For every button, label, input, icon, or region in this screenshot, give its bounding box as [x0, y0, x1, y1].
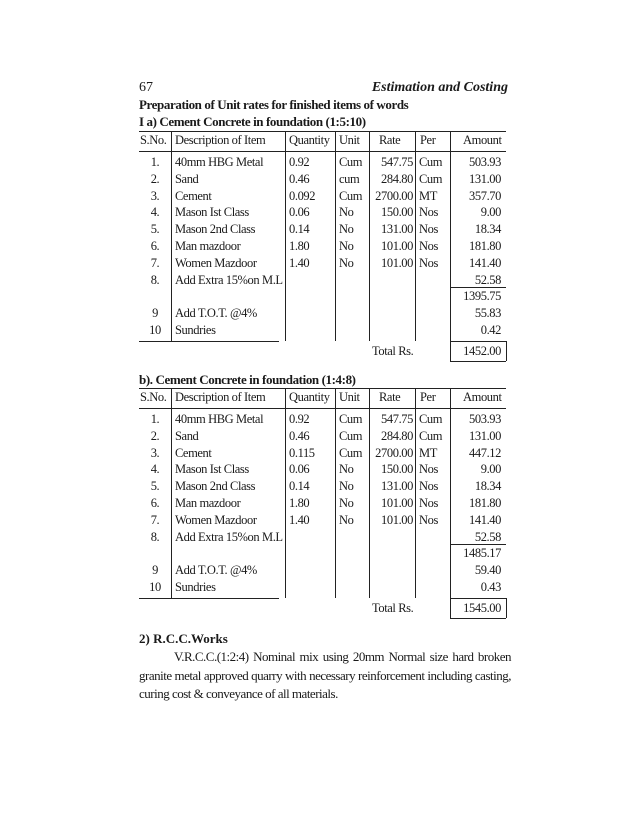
cell-sno: 3.: [150, 188, 160, 203]
cell-per: Cum: [419, 412, 443, 426]
column-header-per: Per: [420, 390, 436, 404]
cell-description: Women Mazdoor: [175, 512, 257, 527]
cell-quantity: 0.092: [289, 188, 316, 203]
cell-description: Women Mazdoor: [175, 255, 257, 270]
cell-amount: 9.00: [480, 205, 501, 220]
cell-per: Nos: [419, 462, 438, 477]
cell-unit: No: [339, 205, 354, 220]
cell-rate: 284.80: [381, 428, 413, 443]
running-title: Estimation and Costing: [371, 80, 508, 95]
cell-description: Sand: [175, 428, 199, 443]
cell-unit: No: [339, 496, 354, 510]
cell-description: 40mm HBG Metal: [175, 155, 264, 169]
cell-amount: 1485.17: [463, 546, 501, 561]
cell-amount: 181.80: [469, 496, 501, 510]
cell-amount: 52.58: [474, 529, 501, 544]
cell-sno: 3.: [150, 445, 160, 460]
cell-rate: 2700.00: [375, 445, 413, 460]
subtotal-rule: [450, 544, 506, 545]
total-value: 1452.00: [463, 343, 501, 358]
cell-quantity: 0.06: [289, 462, 310, 477]
cell-per: Nos: [419, 239, 438, 253]
cell-quantity: 1.80: [289, 239, 310, 253]
cell-quantity: 0.14: [289, 479, 310, 494]
cell-per: Nos: [419, 512, 438, 527]
page-number: 67: [139, 80, 153, 95]
total-rule-top: [450, 341, 506, 342]
cell-per: Nos: [419, 222, 438, 237]
cell-unit: Cum: [339, 155, 363, 169]
cell-sno: 10: [149, 580, 161, 594]
cell-rate: 101.00: [381, 496, 413, 510]
total-box-left: [450, 598, 451, 618]
cell-per: Nos: [419, 496, 438, 510]
total-box-left: [450, 341, 451, 361]
column-divider: [335, 131, 336, 341]
cell-rate: 547.75: [381, 155, 413, 169]
cell-rate: 284.80: [381, 171, 413, 186]
column-divider: [285, 131, 286, 341]
column-divider: [171, 388, 172, 598]
cell-sno: 6.: [150, 496, 160, 510]
cell-sno: 8.: [150, 529, 160, 544]
cell-quantity: 0.115: [289, 445, 315, 460]
column-header-qty: Quantity: [289, 390, 330, 404]
cell-per: Cum: [419, 428, 443, 443]
cell-quantity: 1.40: [289, 512, 310, 527]
cell-amount: 1395.75: [463, 289, 501, 304]
cell-amount: 52.58: [474, 272, 501, 287]
cell-description: Man mazdoor: [175, 239, 241, 253]
total-rule-bottom: [450, 361, 506, 362]
column-header-qty: Quantity: [289, 133, 330, 147]
cell-rate: 131.00: [381, 479, 413, 494]
cell-rate: 101.00: [381, 255, 413, 270]
cell-unit: cum: [339, 171, 360, 186]
cell-quantity: 0.14: [289, 222, 310, 237]
column-header-sno: S.No.: [140, 390, 167, 404]
column-header-amount: Amount: [463, 390, 502, 404]
cell-sno: 4.: [150, 205, 160, 220]
cell-description: Sundries: [175, 323, 216, 337]
column-divider: [171, 131, 172, 341]
cell-description: Mason 2nd Class: [175, 222, 256, 237]
table-bottom-rule: [139, 598, 279, 599]
cell-unit: Cum: [339, 412, 363, 426]
cell-amount: 503.93: [469, 155, 501, 169]
cell-sno: 9: [152, 563, 158, 578]
cell-amount: 55.83: [474, 306, 501, 321]
cell-sno: 2.: [150, 428, 160, 443]
section-2-text: V.R.C.C.(1:2:4) Nominal mix using 20mm Normal size hard broken granite metal approved quarry with necessary reinforcement including casting, curing cost & conveyance of all materials.: [139, 649, 511, 701]
cell-sno: 6.: [150, 239, 160, 253]
cell-sno: 10: [149, 323, 161, 337]
total-label: Total Rs.: [372, 600, 414, 615]
cell-sno: 2.: [150, 171, 160, 186]
column-header-desc: Description of Item: [175, 133, 266, 147]
cell-description: Cement: [175, 188, 212, 203]
cell-quantity: 0.46: [289, 171, 310, 186]
cell-amount: 18.34: [474, 479, 501, 494]
cell-amount: 0.43: [480, 580, 501, 594]
cell-amount: 181.80: [469, 239, 501, 253]
cell-unit: No: [339, 255, 354, 270]
cell-amount: 141.40: [469, 255, 501, 270]
cell-sno: 7.: [150, 512, 160, 527]
cell-amount: 59.40: [474, 563, 501, 578]
column-divider: [415, 388, 416, 598]
column-header-unit: Unit: [339, 390, 360, 404]
cell-rate: 2700.00: [375, 188, 413, 203]
intro-heading: Preparation of Unit rates for finished items of words: [139, 97, 409, 112]
section-2-heading: 2) R.C.C.Works: [139, 631, 228, 646]
cell-rate: 150.00: [381, 462, 413, 477]
cell-quantity: 0.92: [289, 412, 310, 426]
total-label: Total Rs.: [372, 343, 414, 358]
table-a-title: I a) Cement Concrete in foundation (1:5:10): [139, 114, 366, 129]
cell-description: Mason 2nd Class: [175, 479, 256, 494]
cell-quantity: 0.06: [289, 205, 310, 220]
total-box-right: [506, 341, 507, 361]
cell-description: Mason Ist Class: [175, 462, 249, 477]
cell-rate: 101.00: [381, 239, 413, 253]
subtotal-rule: [450, 287, 506, 288]
cell-rate: 131.00: [381, 222, 413, 237]
cell-quantity: 0.92: [289, 155, 310, 169]
column-header-unit: Unit: [339, 133, 360, 147]
cell-unit: No: [339, 479, 354, 494]
cell-unit: Cum: [339, 188, 363, 203]
cell-unit: No: [339, 462, 354, 477]
column-header-amount: Amount: [463, 133, 502, 147]
cell-rate: 101.00: [381, 512, 413, 527]
cell-description: Add T.O.T. @4%: [175, 563, 257, 578]
cell-per: Nos: [419, 205, 438, 220]
total-rule-top: [450, 598, 506, 599]
cell-per: Cum: [419, 171, 443, 186]
cell-sno: 7.: [150, 255, 160, 270]
cell-amount: 447.12: [469, 445, 501, 460]
cell-per: MT: [419, 188, 437, 203]
total-box-right: [506, 598, 507, 618]
cell-amount: 18.34: [474, 222, 501, 237]
cell-unit: No: [339, 239, 354, 253]
cell-amount: 0.42: [480, 323, 501, 337]
cell-quantity: 1.80: [289, 496, 310, 510]
cell-per: MT: [419, 445, 437, 460]
column-header-rate: Rate: [379, 133, 401, 147]
cell-unit: No: [339, 222, 354, 237]
cell-unit: No: [339, 512, 354, 527]
cell-sno: 4.: [150, 462, 160, 477]
cell-sno: 1.: [150, 412, 160, 426]
cell-amount: 141.40: [469, 512, 501, 527]
table-b-title: b). Cement Concrete in foundation (1:4:8): [139, 372, 356, 387]
cell-rate: 547.75: [381, 412, 413, 426]
cell-amount: 9.00: [480, 462, 501, 477]
cell-sno: 1.: [150, 155, 160, 169]
column-divider: [415, 131, 416, 341]
column-header-per: Per: [420, 133, 436, 147]
cell-sno: 5.: [150, 479, 160, 494]
cell-unit: Cum: [339, 428, 363, 443]
cell-description: Sand: [175, 171, 199, 186]
cell-sno: 5.: [150, 222, 160, 237]
cell-description: Add T.O.T. @4%: [175, 306, 257, 321]
cell-rate: 150.00: [381, 205, 413, 220]
cell-amount: 131.00: [469, 171, 501, 186]
cell-description: Sundries: [175, 580, 216, 594]
cell-amount: 503.93: [469, 412, 501, 426]
total-value: 1545.00: [463, 600, 501, 615]
cell-per: Nos: [419, 479, 438, 494]
cell-quantity: 0.46: [289, 428, 310, 443]
column-header-desc: Description of Item: [175, 390, 266, 404]
cell-amount: 131.00: [469, 428, 501, 443]
cell-quantity: 1.40: [289, 255, 310, 270]
cell-description: Man mazdoor: [175, 496, 241, 510]
cell-per: Nos: [419, 255, 438, 270]
column-header-rate: Rate: [379, 390, 401, 404]
column-divider: [335, 388, 336, 598]
cell-per: Cum: [419, 155, 443, 169]
cell-description: Add Extra 15%on M.L: [175, 529, 283, 544]
column-header-sno: S.No.: [140, 133, 167, 147]
cell-amount: 357.70: [469, 188, 501, 203]
cell-description: 40mm HBG Metal: [175, 412, 264, 426]
total-rule-bottom: [450, 618, 506, 619]
cell-description: Mason Ist Class: [175, 205, 249, 220]
cell-description: Cement: [175, 445, 212, 460]
cell-description: Add Extra 15%on M.L: [175, 272, 283, 287]
table-bottom-rule: [139, 341, 279, 342]
column-divider: [285, 388, 286, 598]
cell-sno: 9: [152, 306, 158, 321]
cell-sno: 8.: [150, 272, 160, 287]
cell-unit: Cum: [339, 445, 363, 460]
